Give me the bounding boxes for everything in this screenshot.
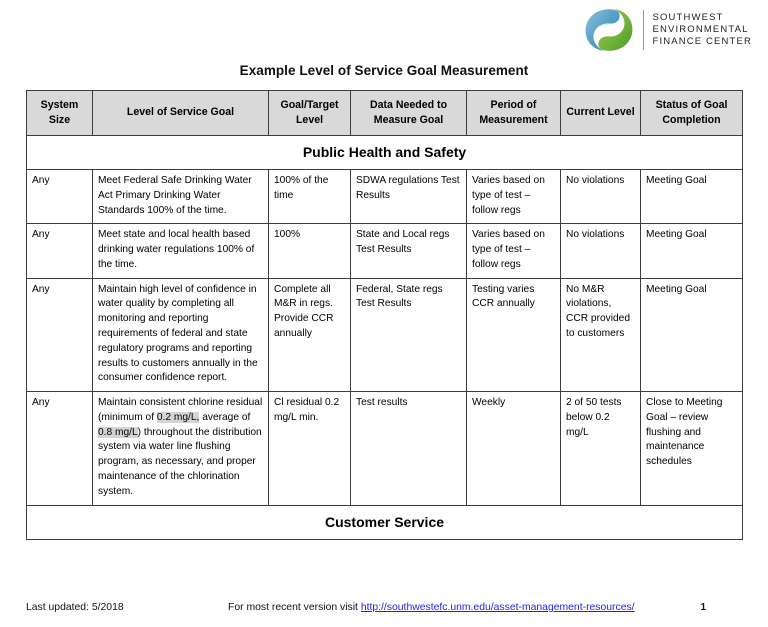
- cell-status: Meeting Goal: [641, 278, 743, 391]
- section-title-public-health-and-safety: Public Health and Safety: [27, 135, 743, 169]
- cell-status: Close to Meeting Goal – review flushing and maintenance schedules: [641, 392, 743, 505]
- column-header-status-of-goal-completion: Status of Goal Completion: [641, 91, 743, 136]
- cell-target: 100%: [269, 224, 351, 278]
- highlighted-text: 0.8 mg/L: [98, 426, 138, 438]
- footer-version-prefix: For most recent version visit: [228, 602, 361, 613]
- cell-period: Varies based on type of test – follow regs: [467, 169, 561, 223]
- cell-current: 2 of 50 tests below 0.2 mg/L: [561, 392, 641, 505]
- table-header-row: [27, 91, 743, 136]
- cell-target: Cl residual 0.2 mg/L min.: [269, 392, 351, 505]
- cell-data-needed: SDWA regulations Test Results: [351, 169, 467, 223]
- cell-current: No violations: [561, 169, 641, 223]
- column-header-system-size: System Size: [27, 91, 93, 136]
- table-body: [27, 135, 743, 539]
- brand-line-2: ENVIRONMENTAL: [652, 23, 749, 35]
- footer-last-updated: Last updated: 5/2018: [26, 602, 124, 613]
- cell-target: Complete all M&R in regs. Provide CCR annually: [269, 278, 351, 391]
- level-of-service-table: [26, 90, 743, 540]
- column-header-level-of-service-goal: Level of Service Goal: [93, 91, 269, 136]
- cell-status: Meeting Goal: [641, 169, 743, 223]
- cell-target: 100% of the time: [269, 169, 351, 223]
- plain-text: average of: [199, 411, 251, 423]
- cell-goal: Maintain high level of confidence in water quality by completing all monitoring and reporting requirements of federal and state regulatory programs and reporting results to customers annually in the consumer confidence report.: [93, 278, 269, 391]
- cell-goal: Meet Federal Safe Drinking Water Act Primary Drinking Water Standards 100% of the time.: [93, 169, 269, 223]
- highlighted-text: 0.2 mg/L,: [156, 411, 200, 423]
- footer-version-note: [228, 602, 635, 613]
- cell-goal: [93, 392, 269, 505]
- cell-system-size: Any: [27, 169, 93, 223]
- cell-period: Varies based on type of test – follow regs: [467, 224, 561, 278]
- cell-system-size: Any: [27, 392, 93, 505]
- cell-status: Meeting Goal: [641, 224, 743, 278]
- section-title-customer-service: Customer Service: [27, 505, 743, 539]
- cell-period: Weekly: [467, 392, 561, 505]
- plain-text: ) throughout the distribution system via water line flushing program, as necessary, and proper maintenance of the chlorination system.: [98, 426, 262, 497]
- cell-system-size: Any: [27, 278, 93, 391]
- section-header-row: [27, 135, 743, 169]
- footer-resources-link[interactable]: http://southwestefc.unm.edu/asset-management-resources/: [360, 602, 635, 613]
- table-row: [27, 278, 743, 391]
- brand-line-1: SOUTHWEST: [652, 11, 724, 23]
- column-header-goal-target-level: Goal/Target Level: [269, 91, 351, 136]
- column-header-current-level: Current Level: [561, 91, 641, 136]
- cell-data-needed: State and Local regs Test Results: [351, 224, 467, 278]
- page-footer: [26, 602, 744, 618]
- table-row: [27, 169, 743, 223]
- page-title: Example Level of Service Goal Measurement: [239, 63, 529, 78]
- table-row: [27, 224, 743, 278]
- brand-name: [653, 12, 753, 48]
- section-header-row: [27, 505, 743, 539]
- cell-data-needed: Test results: [351, 392, 467, 505]
- cell-period: Testing varies CCR annually: [467, 278, 561, 391]
- brand-logo: [582, 6, 753, 54]
- cell-goal: Meet state and local health based drinking water regulations 100% of the time.: [93, 224, 269, 278]
- brand-line-3: FINANCE CENTER: [652, 36, 752, 48]
- cell-current: No M&R violations, CCR provided to customers: [561, 278, 641, 391]
- column-header-period-of-measurement: Period of Measurement: [467, 91, 561, 136]
- table-row: [27, 392, 743, 505]
- swirl-logo-icon: [582, 6, 636, 54]
- cell-data-needed: Federal, State regs Test Results: [351, 278, 467, 391]
- logo-divider: [643, 10, 644, 50]
- column-header-data-needed: Data Needed to Measure Goal: [351, 91, 467, 136]
- table-header: [27, 91, 743, 136]
- plain-text: Maintain consistent chlorine residual (minimum of: [98, 397, 263, 423]
- cell-system-size: Any: [27, 224, 93, 278]
- footer-page-number: 1: [700, 602, 706, 613]
- cell-current: No violations: [561, 224, 641, 278]
